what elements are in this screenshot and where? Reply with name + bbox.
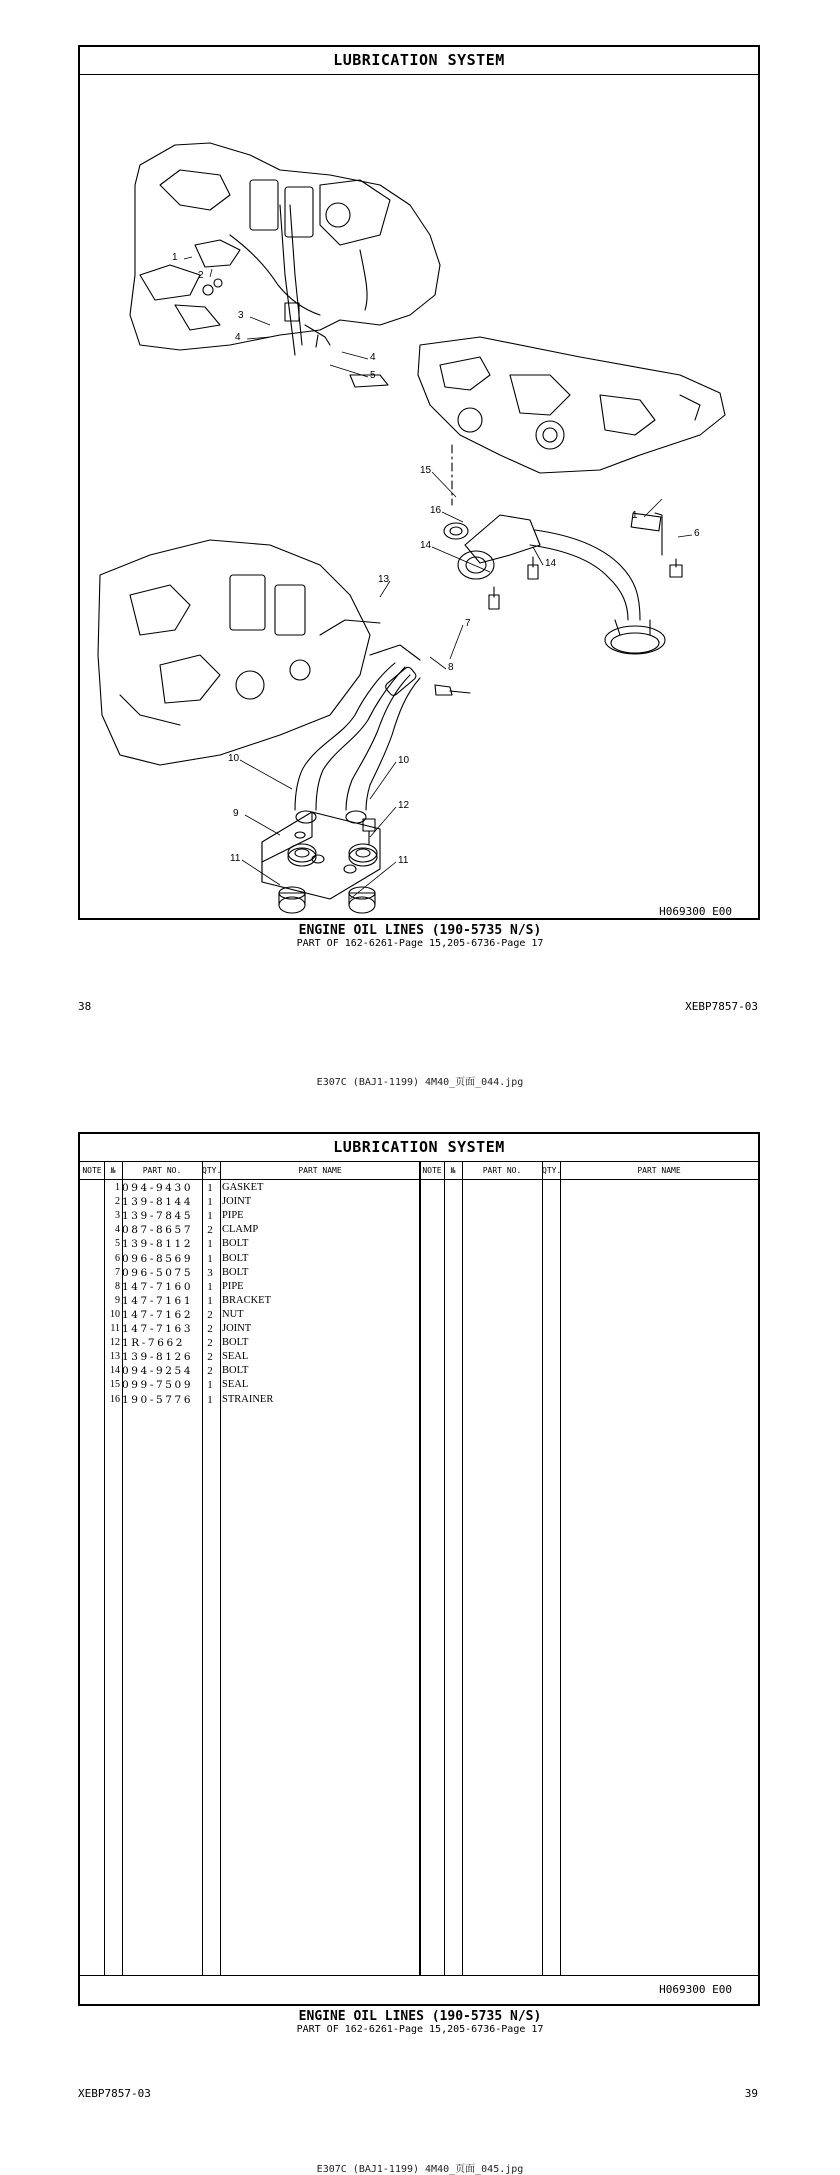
cell-name: BOLT: [222, 1337, 249, 1349]
cell-no: 16: [110, 1393, 120, 1405]
callout-10: 10: [228, 753, 240, 764]
leader-line-6: [678, 535, 692, 537]
cell-qty: 2: [207, 1337, 213, 1350]
cell-no: 7: [115, 1266, 120, 1278]
leader-line-8: [430, 657, 446, 669]
cell-part: 096-8569: [122, 1252, 194, 1265]
table-row: [80, 1378, 420, 1392]
page-number: 38: [78, 1000, 92, 1013]
cell-qty: 1: [207, 1294, 213, 1307]
cell-part: 147-7162: [122, 1308, 194, 1321]
parts-table: [80, 1162, 758, 1976]
cell-part: 147-7160: [122, 1280, 194, 1293]
cell-name: GASKET: [222, 1182, 264, 1193]
cell-no: 11: [110, 1323, 120, 1334]
header-part-no-right: PART NO.: [462, 1162, 542, 1180]
cell-qty: 2: [207, 1308, 213, 1321]
cell-part: 190-5776: [122, 1393, 194, 1406]
caption-main-2: ENGINE OIL LINES (190-5735 N/S): [298, 2009, 542, 2024]
cell-name: JOINT: [222, 1196, 252, 1208]
leader-line-11: [242, 860, 280, 885]
cell-part: 139-8126: [122, 1351, 194, 1364]
cell-name: PIPE: [222, 1280, 244, 1292]
cell-part: 094-9254: [122, 1365, 194, 1378]
cell-qty: 1: [207, 1238, 213, 1251]
cell-qty: 2: [207, 1351, 213, 1364]
table-row: [80, 1350, 420, 1364]
callout-7: 7: [465, 618, 471, 629]
cell-no: 1: [115, 1182, 120, 1193]
filename-label-2: E307C (BAJ1-1199) 4M40_页面_045.jpg: [316, 2164, 524, 2175]
leader-line-11: [350, 862, 396, 899]
header-no: №: [104, 1162, 122, 1180]
leader-line-14: [533, 547, 543, 565]
header-qty: QTY.: [202, 1162, 220, 1180]
leader-line-10: [370, 762, 396, 799]
table-row: [80, 1181, 420, 1195]
cell-no: 3: [115, 1210, 120, 1222]
drawing-frame: [78, 45, 760, 920]
leader-line-16: [442, 512, 463, 522]
filename-label: E307C (BAJ1-1199) 4M40_页面_044.jpg: [316, 1077, 524, 1088]
cell-name: STRAINER: [222, 1393, 274, 1405]
cell-part: 147-7161: [122, 1294, 194, 1307]
cell-name: BOLT: [222, 1365, 249, 1377]
leader-line-4: [342, 352, 368, 359]
header-qty-right: QTY.: [542, 1162, 560, 1180]
callout-10: 10: [398, 755, 410, 766]
table-row: [80, 1364, 420, 1378]
callout-1: 1: [632, 510, 638, 521]
cell-no: 10: [110, 1308, 120, 1320]
table-row: [80, 1237, 420, 1251]
callout-8: 8: [448, 662, 454, 673]
cell-part: 147-7163: [122, 1323, 194, 1335]
cell-no: 4: [115, 1224, 120, 1236]
callout-9: 9: [233, 808, 239, 819]
cell-part: 096-5075: [122, 1266, 194, 1279]
cell-name: BRACKET: [222, 1294, 272, 1306]
cell-part: 139-8144: [122, 1196, 194, 1209]
leader-line-14: [432, 547, 490, 572]
table-row: [80, 1336, 420, 1350]
leader-line-1: [644, 499, 662, 517]
cell-no: 9: [115, 1294, 120, 1306]
cell-no: 14: [110, 1365, 120, 1377]
frame-title: LUBRICATION SYSTEM: [80, 47, 758, 75]
table-row: [80, 1280, 420, 1294]
cell-no: 8: [115, 1280, 120, 1292]
table-row: [80, 1322, 420, 1336]
parts-list-frame: [78, 1132, 760, 2006]
leader-line-4: [247, 337, 270, 339]
cell-qty: 2: [207, 1323, 213, 1335]
callout-14: 14: [420, 540, 432, 551]
drawing-code: H069300 E00: [659, 1983, 732, 1996]
cell-part: 094-9430: [122, 1182, 194, 1194]
callout-11: 11: [230, 853, 241, 864]
cell-part: 1R-7662: [122, 1337, 186, 1350]
leader-line-1: [184, 257, 192, 259]
cell-name: CLAMP: [222, 1224, 259, 1236]
callout-3: 3: [238, 310, 244, 321]
header-note: NOTE: [80, 1162, 104, 1180]
caption-main: ENGINE OIL LINES (190-5735 N/S): [298, 923, 542, 938]
leader-line-3: [250, 317, 270, 325]
callout-2: 2: [198, 270, 204, 281]
table-row: [80, 1266, 420, 1280]
cell-part: 139-7845: [122, 1210, 194, 1223]
callout-1: 1: [172, 252, 178, 263]
leader-line-9: [245, 815, 280, 835]
frame-title: LUBRICATION SYSTEM: [80, 1134, 758, 1162]
cell-qty: 1: [207, 1379, 213, 1392]
leader-line-10: [240, 760, 292, 789]
header-part-no: PART NO.: [122, 1162, 202, 1180]
page-number-2: 39: [744, 2087, 758, 2100]
leader-line-12: [370, 807, 396, 837]
cell-name: BOLT: [222, 1252, 249, 1264]
cell-name: SEAL: [222, 1379, 249, 1391]
cell-name: PIPE: [222, 1210, 244, 1222]
cell-qty: 1: [207, 1393, 213, 1406]
header-note-right: NOTE: [420, 1162, 444, 1180]
callout-4: 4: [370, 352, 376, 363]
leader-line-7: [450, 625, 463, 659]
cell-name: NUT: [222, 1308, 244, 1320]
cell-part: 087-8657: [122, 1224, 194, 1237]
cell-no: 12: [110, 1337, 120, 1349]
callout-13: 13: [378, 574, 390, 585]
cell-part: 099-7509: [122, 1379, 194, 1392]
callout-15: 15: [420, 465, 432, 476]
cell-qty: 1: [207, 1196, 213, 1209]
doc-code-2: XEBP7857-03: [78, 2087, 151, 2100]
cell-part: 139-8112: [122, 1238, 194, 1251]
cell-name: JOINT: [222, 1323, 252, 1334]
caption-sub: PART OF 162-6261-Page 15,205-6736-Page 17: [296, 938, 544, 949]
table-row: [80, 1308, 420, 1322]
callout-4: 4: [235, 332, 241, 343]
cell-name: BOLT: [222, 1238, 249, 1250]
cell-qty: 3: [207, 1266, 213, 1279]
cell-qty: 1: [207, 1280, 213, 1293]
cell-qty: 2: [207, 1224, 213, 1237]
callout-12: 12: [398, 800, 410, 811]
cell-name: BOLT: [222, 1266, 249, 1278]
callout-11: 11: [398, 855, 409, 866]
leader-line-2: [210, 269, 212, 277]
cell-qty: 1: [207, 1210, 213, 1223]
callout-5: 5: [370, 370, 376, 381]
table-row: [80, 1294, 420, 1308]
cell-no: 5: [115, 1238, 120, 1250]
cell-qty: 2: [207, 1365, 213, 1378]
cell-no: 15: [110, 1379, 120, 1391]
header-part-name-right: PART NAME: [560, 1162, 758, 1180]
leader-line-15: [432, 472, 456, 497]
callout-16: 16: [430, 505, 442, 516]
cell-no: 6: [115, 1252, 120, 1264]
caption-sub-2: PART OF 162-6261-Page 15,205-6736-Page 17: [296, 2024, 544, 2035]
table-row: [80, 1223, 420, 1237]
table-row: [80, 1209, 420, 1223]
leader-line-5: [330, 365, 368, 377]
table-row: [80, 1195, 420, 1209]
table-row: [80, 1252, 420, 1266]
header-part-name: PART NAME: [220, 1162, 420, 1180]
cell-qty: 1: [207, 1252, 213, 1265]
bottom-code-bar: [80, 1975, 758, 2004]
table-row: [80, 1393, 420, 1407]
leader-lines: [80, 47, 758, 917]
callout-6: 6: [694, 528, 700, 539]
cell-no: 2: [115, 1196, 120, 1208]
cell-qty: 1: [207, 1182, 213, 1194]
cell-no: 13: [110, 1351, 120, 1363]
callout-14: 14: [545, 558, 557, 569]
cell-name: SEAL: [222, 1351, 249, 1363]
drawing-code: H069300 E00: [659, 905, 732, 918]
doc-code: XEBP7857-03: [685, 1000, 758, 1013]
header-no-right: №: [444, 1162, 462, 1180]
